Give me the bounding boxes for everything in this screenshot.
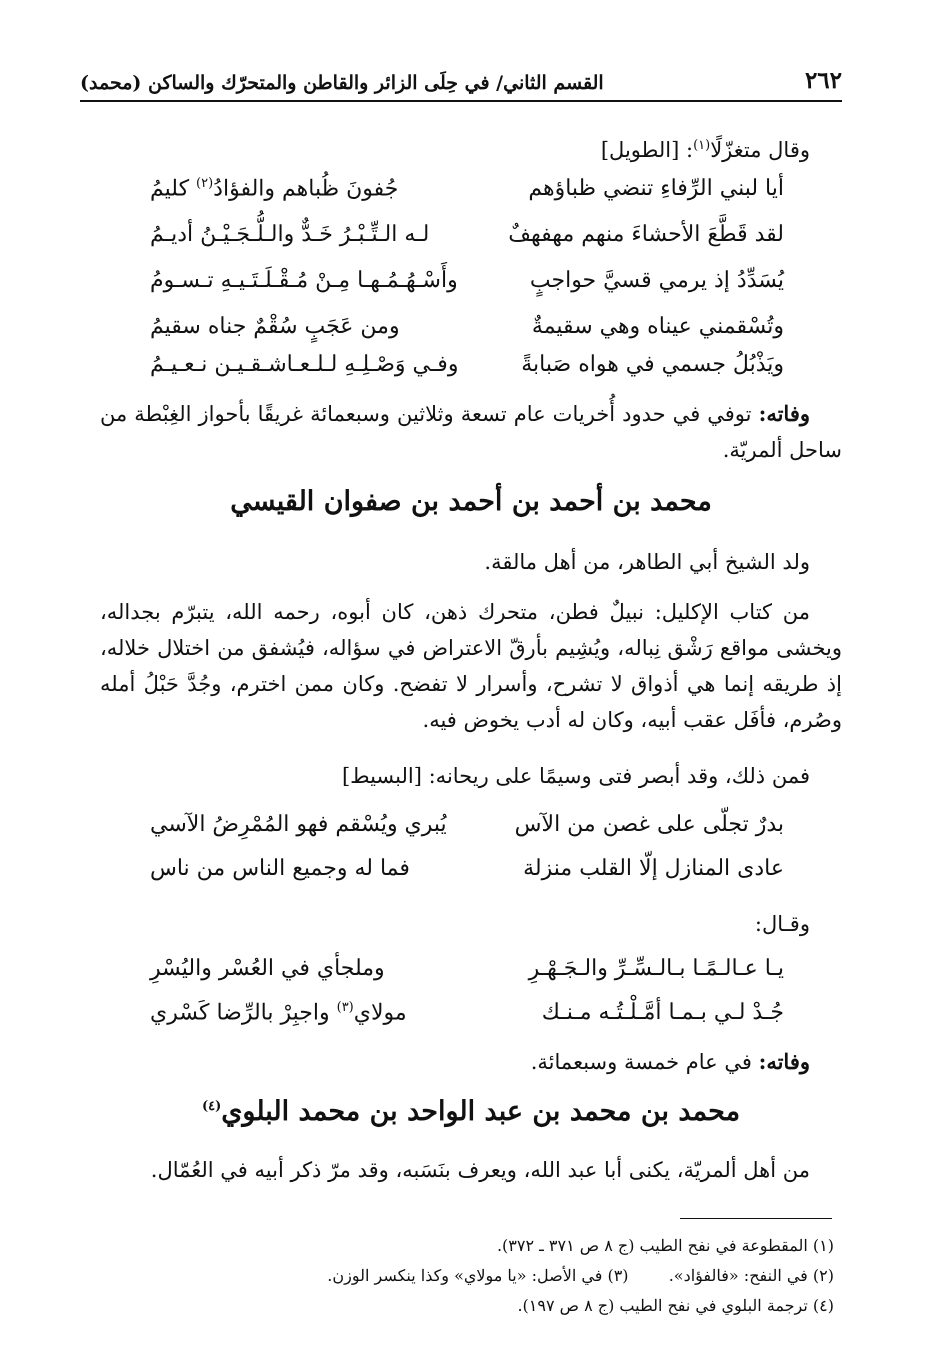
balawi-paragraph: من أهل ألمريّة، يكنى أبا عبد الله، ويعرف بنَسَبه، وقد مرّ ذكر أبيه في العُمّال. [150, 1158, 810, 1182]
verse-2 [150, 216, 784, 262]
verse-7 [150, 850, 784, 896]
verse-5 [150, 346, 784, 392]
page-header [80, 62, 842, 102]
footnote-ref-2[interactable]: (٢) [196, 176, 214, 191]
footnote-separator [680, 1218, 832, 1219]
hemistich-second: وأَسْـهُـمُـهـا مِـنْ مُـقْـلَـتَـيـهِ تـسـومُ [150, 268, 458, 293]
running-title: القسم الثاني/ في حِلَى الزائر والقاطن والمتحرّك والساكن (محمد) [80, 72, 604, 94]
hemistich-first: بدرٌ تجلّى على غصن من الآس [514, 812, 784, 837]
hemistich-second: وفـي وَصْـلِـهِ لـلـعـاشـقـيـن نـعـيـمُ [150, 352, 459, 377]
footnote-4: (٤) ترجمة البلوي في نفح الطيب (ج ٨ ص ١٩٧). [517, 1296, 834, 1315]
death-text: في عام خمسة وسبعمائة. [530, 1050, 759, 1074]
hemistich-first: يـا عـالـمًـا بـالـسِّـرِّ والـجَـهْـرِ [528, 956, 784, 981]
hemistich-first: عادى المنازل إلّا القلب منزلة [523, 856, 784, 881]
hemistich-second: مولاي$^{(٣)}$ واجبِرْ بالرِّضا كَسْري [150, 1000, 407, 1026]
hemistich-first: جُـدْ لـي بـمـا أمَّـلْـتُـه مـنـك [541, 1000, 784, 1025]
footnote-ref-3[interactable]: (٣) [336, 1000, 354, 1015]
footnote-ref-1[interactable]: (١) [693, 138, 711, 153]
intro-line-2: فمن ذلك، وقد أبصر فتى وسيمًا على ريحانه: [البسيط] [341, 764, 810, 788]
hemistich-second: فما له وجميع الناس من ناس [150, 856, 410, 881]
hemistich-second: ومن عَجَبٍ سُقْمٌ جناه سقيمُ [150, 314, 400, 339]
footnote-3: (٣) في الأصل: «يا مولاي» وكذا ينكسر الوزن. [327, 1266, 629, 1285]
footnote-row-2 [100, 1266, 834, 1285]
death-paragraph-1 [100, 396, 842, 468]
iklil-paragraph: من كتاب الإكليل: نبيلٌ فطن، متحرك ذهن، كان أبوه، رحمه الله، يتبرّم بجداله، ويخشى مواقع رَشْق نِباله، ويُشِيم بأرقّ الاعتراض في سؤاله، فيُشفق من اختلال خلاله، إذ طريقه إنما هي أذواق لا تشرح، وأسرار لا تفضح. وكان ممن اخترم، وجُدَّ حَبْلُ أمله وصُرم، فأفَل عقب أبيه، وكان له أدب يخوض فيه. [100, 600, 842, 732]
footnote-2: (٢) في النفح: «فالفؤاد». [668, 1266, 834, 1285]
hemistich-first: يُسَدِّدُ إذ يرمي قسيَّ حواجبٍ [529, 268, 784, 293]
intro-line-3: وقـال: [754, 912, 810, 936]
footnote-1: (١) المقطوعة في نفح الطيب (ج ٨ ص ٣٧١ ـ ٣٧٢). [496, 1236, 834, 1255]
verse-1 [150, 170, 784, 216]
intro-text: وقال متغزّلًا [710, 138, 810, 162]
hemistich-first: ويَذْبُلُ جسمي في هواه صَبابةً [521, 352, 784, 377]
verse-6 [150, 806, 784, 852]
hemistich-first: وتُسْقمني عيناه وهي سقيمةٌ [531, 314, 784, 339]
intro-line-1 [100, 128, 842, 168]
verse-3 [150, 262, 784, 308]
biography-heading-2: محمد بن محمد بن عبد الواحد بن محمد البلوي$^{(٤)}$ [201, 1096, 741, 1127]
death-label: وفاته: [758, 401, 810, 426]
death-text: توفي في حدود أُخريات عام تسعة وثلاثين وسبعمائة غريقًا بأحواز الغِبْطة من ساحل ألمريّة. [100, 402, 842, 462]
hemistich-first: لقد قَطَّعَ الأحشاءَ منهم مهفهفٌ [508, 222, 784, 247]
death-paragraph-2 [100, 1044, 842, 1080]
footnote-ref-4[interactable]: (٤) [201, 1099, 222, 1114]
meter-label: : [الطويل] [600, 138, 694, 162]
hemistich-second: وملجأي في العُسْر واليُسْرِ [150, 956, 385, 981]
hemistich-second: يُبري ويُسْقم فهو المُمْرِضُ الآسي [150, 812, 447, 837]
hemistich-first: أيا لبني الرِّفاءِ تنضي ظباؤهم [528, 176, 784, 201]
birth-paragraph: ولد الشيخ أبي الطاهر، من أهل مالقة. [484, 550, 810, 574]
page-number: ٢٦٢ [804, 67, 842, 94]
death-label: وفاته: [758, 1049, 810, 1074]
verse-9 [150, 994, 784, 1040]
biography-heading-1: محمد بن أحمد بن أحمد بن صفوان القيسي [230, 486, 712, 517]
hemistich-second: جُفونَ ظُباهم والفؤادُ$^{(٢)}$ كليمُ [150, 176, 399, 202]
verse-8 [150, 950, 784, 996]
hemistich-second: لـه الـتِّـبْـرُ خَـدٌّ والـلُّـجَـيْـنُ أديـمُ [150, 222, 430, 247]
